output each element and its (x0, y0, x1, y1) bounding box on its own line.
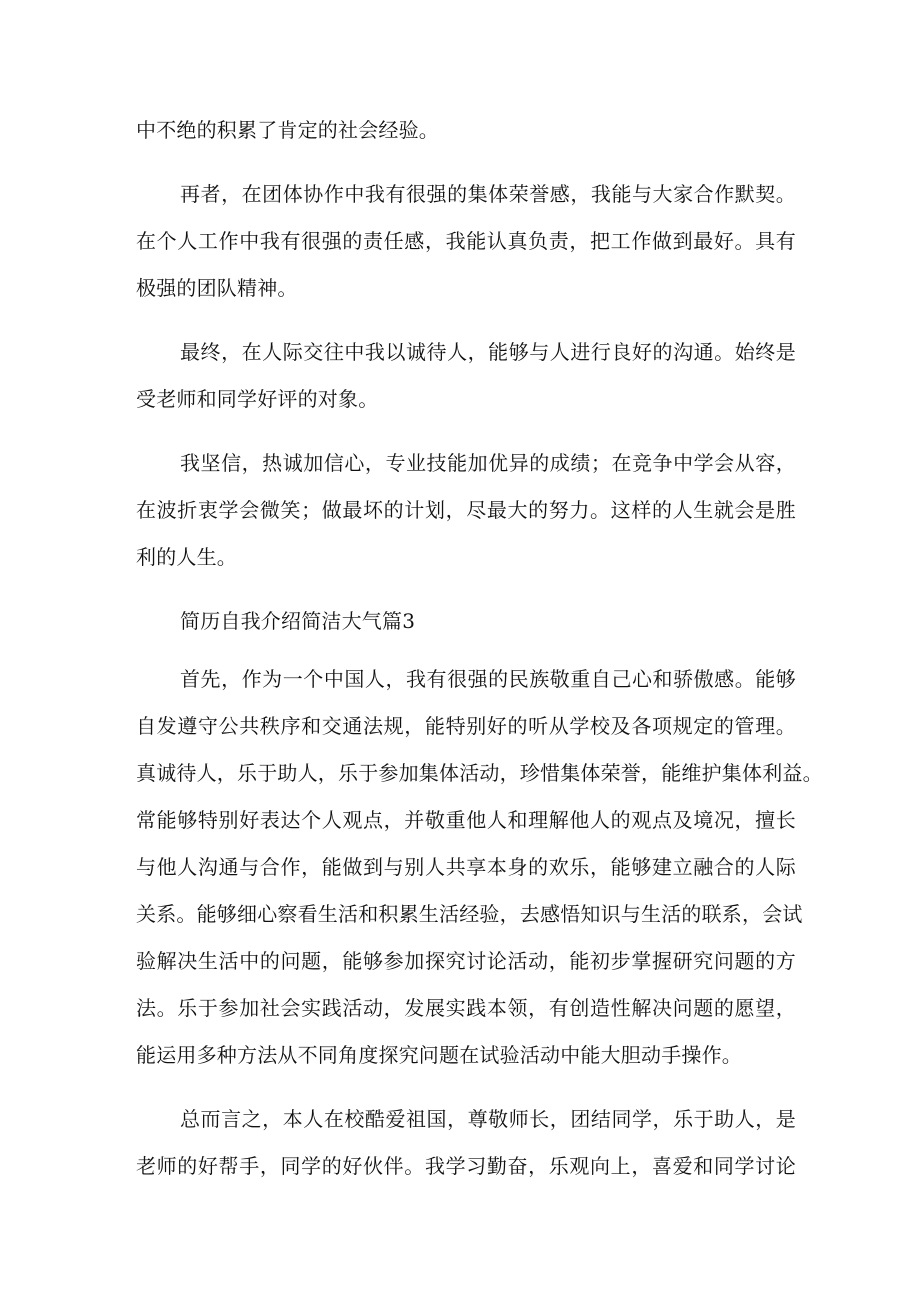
text-line: 自发遵守公共秩序和交通法规，能特别好的听从学校及各项规定的管理。 (136, 714, 796, 738)
text-line: 利的人生。 (136, 545, 237, 569)
text-line: 在波折衷学会微笑；做最坏的计划，尽最大的努力。这样的人生就会是胜 (136, 498, 796, 522)
text-line: 老师的好帮手，同学的好伙伴。我学习勤奋，乐观向上，喜爱和同学讨论 (136, 1154, 796, 1178)
text-line: 再者，在团体协作中我有很强的集体荣誉感，我能与大家合作默契。 (180, 182, 796, 206)
text-line: 在个人工作中我有很强的责任感，我能认真负责，把工作做到最好。具有 (136, 229, 796, 253)
text-line: 首先，作为一个中国人，我有很强的民族敬重自己心和骄傲感。能够 (180, 667, 796, 691)
text-line: 中不绝的积累了肯定的社会经验。 (136, 118, 439, 142)
text-line: 我坚信，热诚加信心，专业技能加优异的成绩；在竞争中学会从容， (180, 451, 796, 475)
text-line: 受老师和同学好评的对象。 (136, 387, 379, 411)
text-line: 最终，在人际交往中我以诚待人，能够与人进行良好的沟通。始终是 (180, 340, 796, 364)
text-line: 与他人沟通与合作，能做到与别人共享本身的欢乐，能够建立融合的人际 (136, 855, 796, 879)
text-line: 验解决生活中的问题，能够参加探究讨论活动，能初步掌握研究问题的方 (136, 949, 796, 973)
text-line: 法。乐于参加社会实践活动，发展实践本领，有创造性解决问题的愿望， (136, 996, 796, 1020)
text-line: 关系。能够细心察看生活和积累生活经验，去感悟知识与生活的联系，会试 (136, 902, 803, 926)
text-line: 真诚待人，乐于助人，乐于参加集体活动，珍惜集体荣誉，能维护集体利益。 (136, 761, 823, 785)
text-line: 常能够特别好表达个人观点，并敬重他人和理解他人的观点及境况，擅长 (136, 808, 796, 832)
text-line: 总而言之，本人在校酷爱祖国，尊敬师长，团结同学，乐于助人，是 (180, 1107, 796, 1131)
text-line: 极强的团队精神。 (136, 276, 298, 300)
section-heading: 简历自我介绍简洁大气篇3 (180, 609, 416, 633)
text-line: 能运用多种方法从不同角度探究问题在试验活动中能大胆动手操作。 (136, 1043, 742, 1067)
